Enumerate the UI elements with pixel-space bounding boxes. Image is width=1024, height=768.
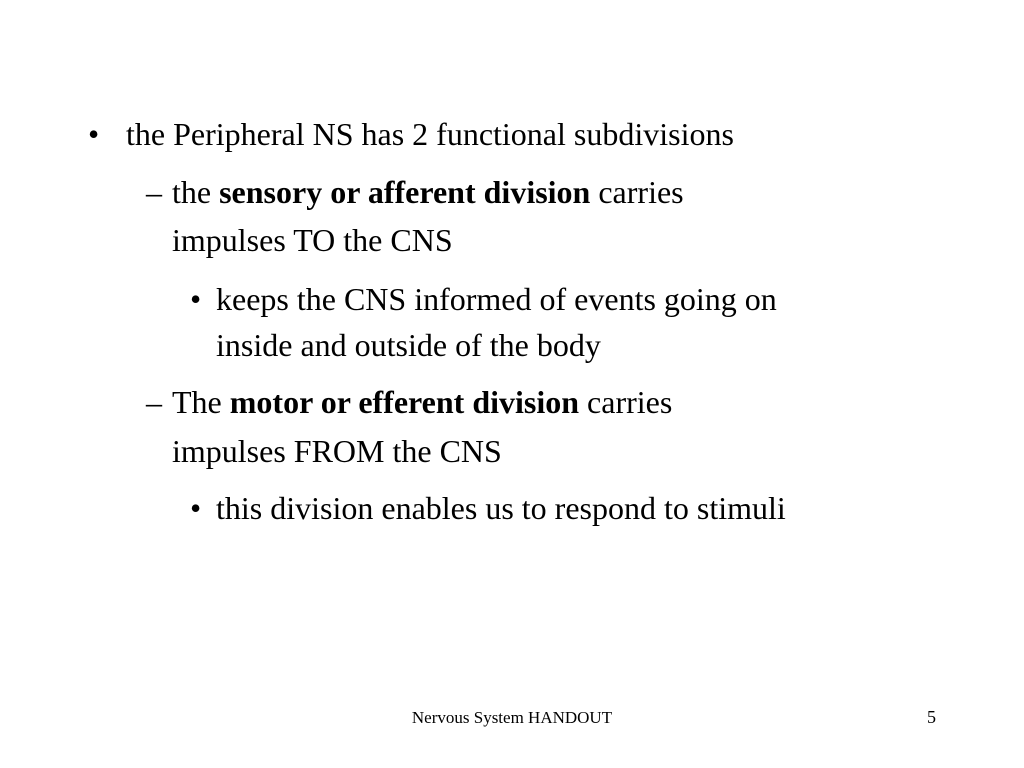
sub-item-prefix: the	[172, 174, 220, 210]
sub-item-bold-term: sensory or afferent division	[219, 174, 591, 210]
sub-item-suffix: carries	[590, 174, 684, 210]
bullet-text: the Peripheral NS has 2 functional subdivisions	[126, 116, 734, 152]
point-marker: •	[190, 281, 202, 317]
sub-item-text	[172, 174, 684, 210]
point-text: keeps the CNS informed of events going on	[216, 281, 777, 317]
bullet-marker: •	[88, 116, 100, 152]
sub-item-text	[172, 384, 672, 420]
sub-item-bold-term: motor or efferent division	[229, 384, 580, 420]
sub-item-marker: –	[146, 384, 162, 420]
sub-item-continuation: impulses TO the CNS	[172, 222, 453, 258]
page-number: 5	[927, 707, 936, 727]
sub-item-suffix: carries	[579, 384, 673, 420]
point-text: this division enables us to respond to stimuli	[216, 490, 786, 526]
point-marker: •	[190, 490, 202, 526]
sub-item-marker: –	[146, 174, 162, 210]
sub-item-prefix: The	[172, 384, 230, 420]
point-text-continuation: inside and outside of the body	[216, 327, 601, 363]
footer-title: Nervous System HANDOUT	[411, 708, 613, 727]
sub-item-continuation: impulses FROM the CNS	[172, 433, 502, 469]
